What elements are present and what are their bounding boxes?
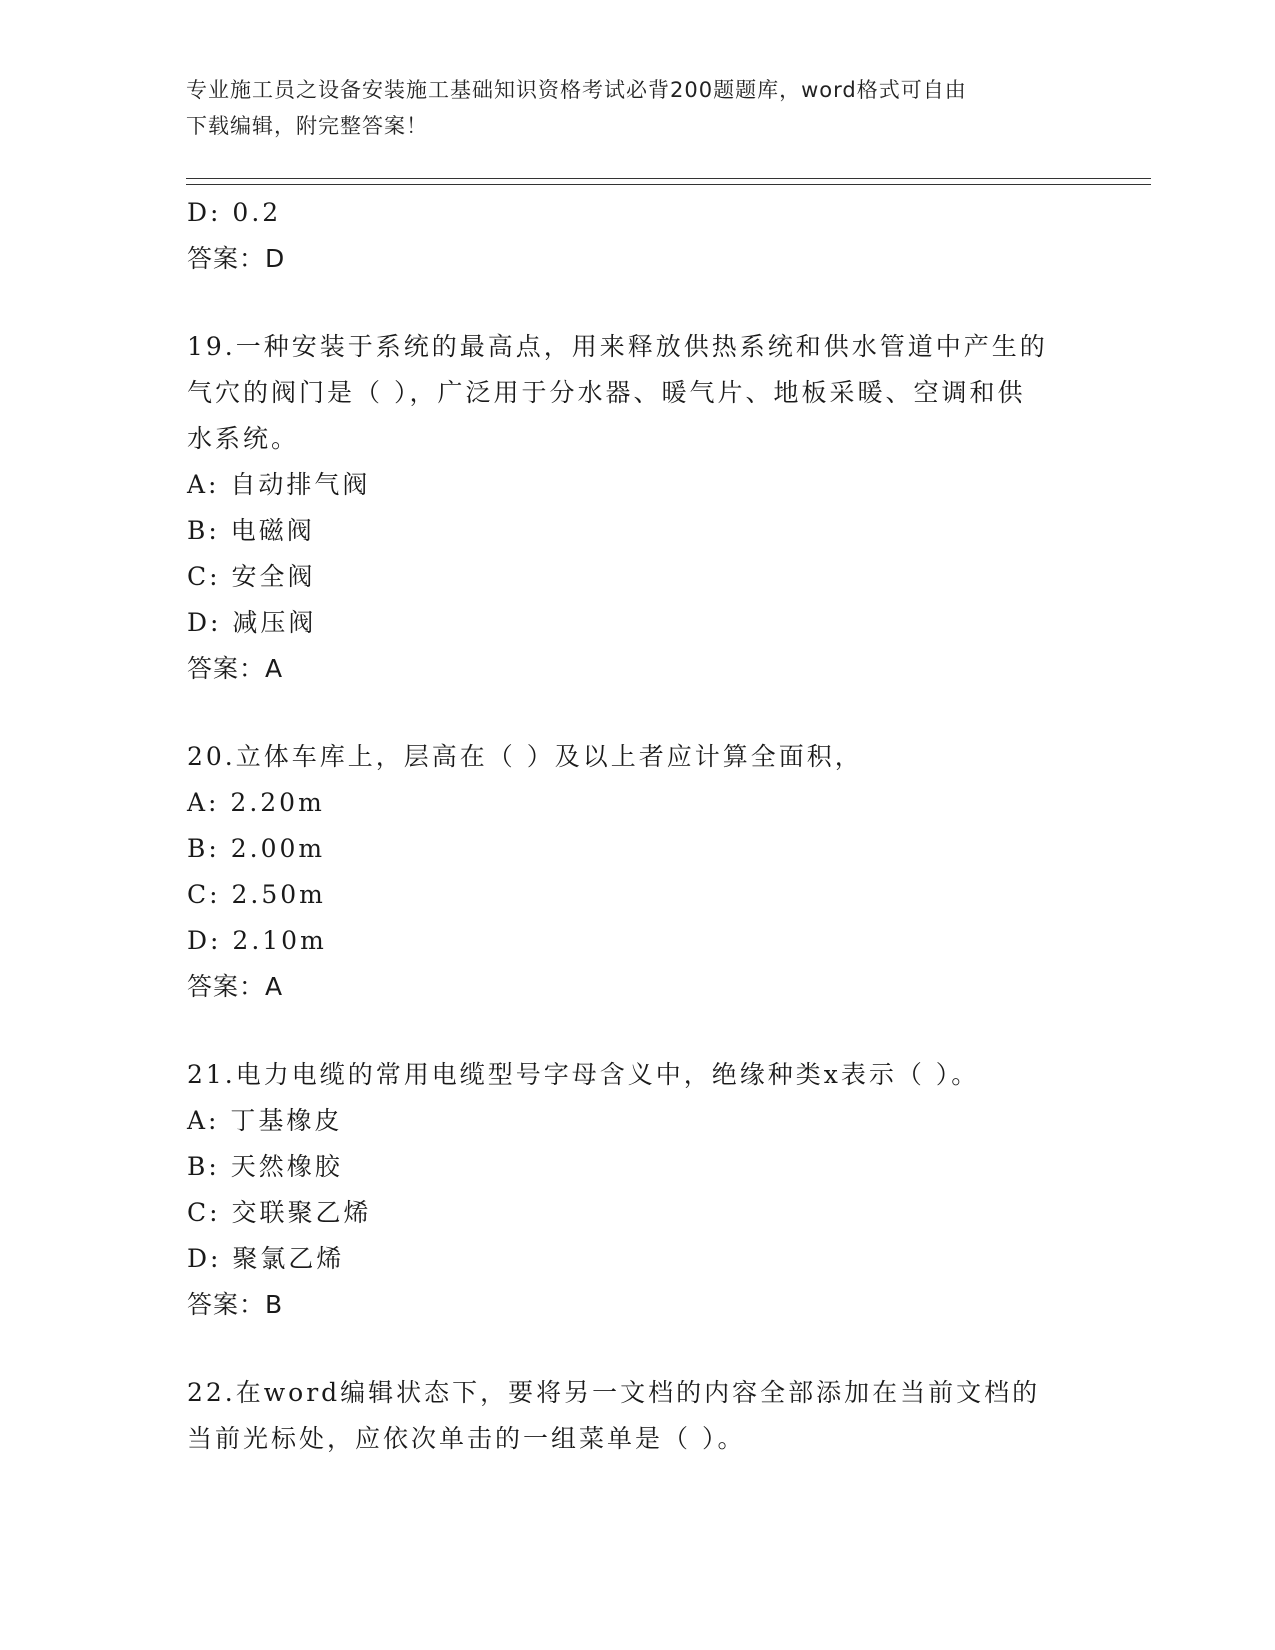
option-b: B: 天然橡胶: [187, 1152, 343, 1181]
header-divider-bottom: [186, 184, 1151, 185]
header-divider-top: [186, 178, 1151, 179]
question-stem-line: 21.电力电缆的常用电缆型号字母含义中，绝缘种类x表示（ ）。: [187, 1060, 980, 1089]
question-21: [187, 1052, 1087, 1328]
option-a: A: 2.20m: [187, 788, 325, 817]
option-c: C: 安全阀: [187, 562, 316, 591]
option-d: D: 聚氯乙烯: [187, 1244, 345, 1273]
question-stem-line: 当前光标处，应依次单击的一组菜单是（ ）。: [187, 1424, 746, 1453]
option-b: B: 电磁阀: [187, 516, 315, 545]
question-stem-line: 水系统。: [187, 424, 300, 453]
option-c: C: 2.50m: [187, 880, 326, 909]
spacer: [187, 1010, 1087, 1052]
spacer: [187, 692, 1087, 734]
option-d: D: 减压阀: [187, 608, 317, 637]
spacer: [187, 282, 1087, 324]
prev-option-d: D: 0.2: [187, 198, 282, 227]
option-d: D: 2.10m: [187, 926, 327, 955]
prev-answer: 答案：D: [187, 244, 286, 273]
header-line-2: 下载编辑，附完整答案！: [186, 114, 428, 138]
question-stem-line: 20.立体车库上，层高在（ ）及以上者应计算全面积，: [187, 742, 863, 771]
question-20: [187, 734, 1087, 1010]
answer: 答案：B: [187, 1290, 284, 1319]
question-stem-line: 19.一种安装于系统的最高点，用来释放供热系统和供水管道中产生的: [187, 332, 1048, 361]
option-c: C: 交联聚乙烯: [187, 1198, 372, 1227]
question-stem-line: 气穴的阀门是（ ），广泛用于分水器、暖气片、地板采暖、空调和供: [187, 378, 1026, 407]
question-22: [187, 1370, 1087, 1462]
document-body: [187, 190, 1087, 1462]
document-header: [186, 72, 1066, 144]
option-a: A: 丁基橡皮: [187, 1106, 343, 1135]
answer: 答案：A: [187, 972, 284, 1001]
question-stem-line: 22.在word编辑状态下，要将另一文档的内容全部添加在当前文档的: [187, 1378, 1041, 1407]
option-b: B: 2.00m: [187, 834, 326, 863]
header-line-1: 专业施工员之设备安装施工基础知识资格考试必背200题题库，word格式可自由: [186, 78, 967, 102]
question-19: [187, 324, 1087, 692]
answer: 答案：A: [187, 654, 284, 683]
option-a: A: 自动排气阀: [187, 470, 371, 499]
spacer: [187, 1328, 1087, 1370]
